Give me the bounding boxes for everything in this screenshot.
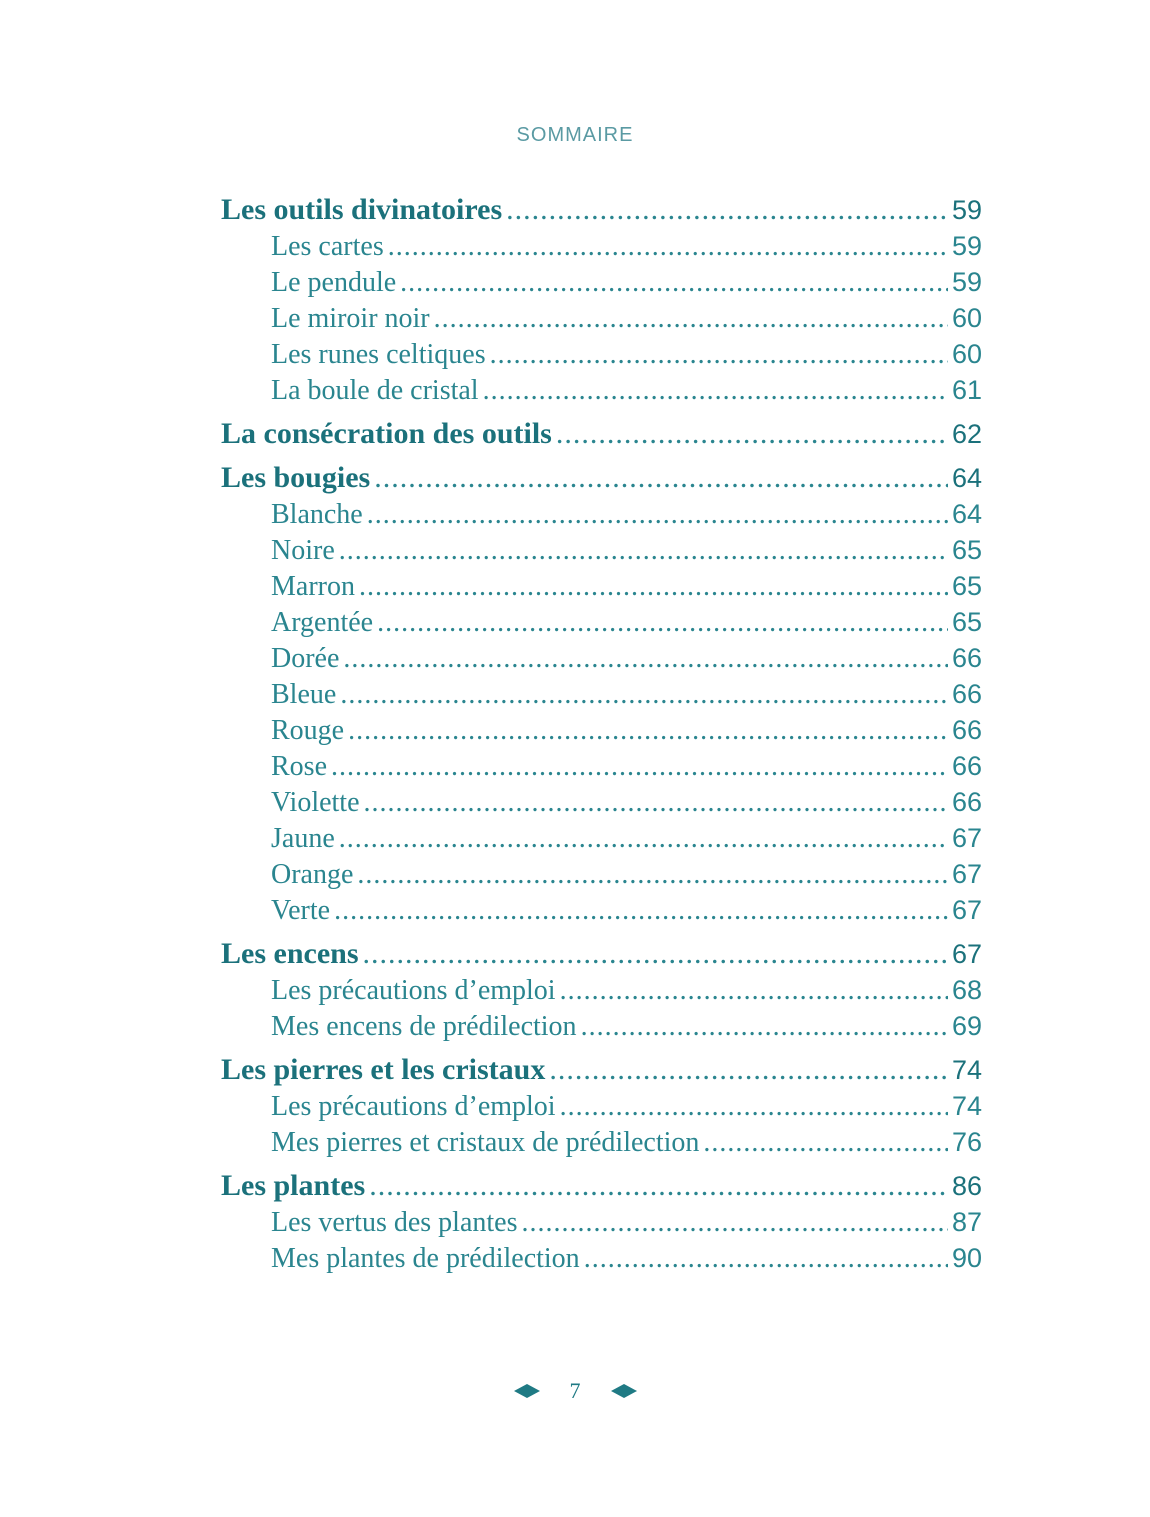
page-title: SOMMAIRE	[516, 124, 634, 146]
toc-page-number: 76	[951, 1127, 982, 1157]
dot-leader	[367, 497, 948, 532]
dot-leader	[549, 1052, 948, 1088]
toc-subsection-entry[interactable]	[221, 1124, 982, 1160]
dot-leader	[434, 301, 948, 336]
toc-page-number: 67	[951, 823, 982, 853]
toc-page-number: 66	[951, 715, 982, 745]
toc-page-number: 66	[951, 643, 982, 673]
toc-subsection-entry[interactable]	[221, 604, 982, 640]
toc-subsection-entry[interactable]	[221, 228, 982, 264]
toc-page-number: 68	[951, 975, 982, 1005]
toc-section-entry[interactable]	[221, 1052, 982, 1088]
toc-subsection-entry[interactable]	[221, 1088, 982, 1124]
toc-subsection-entry[interactable]	[221, 300, 982, 336]
dot-leader	[400, 265, 948, 300]
dot-leader	[374, 460, 948, 496]
toc-section-entry[interactable]	[221, 460, 982, 496]
toc-entry-label: Bleue	[271, 679, 337, 710]
toc-page-number: 65	[951, 535, 982, 565]
toc-subsection-entry[interactable]	[221, 820, 982, 856]
toc-subsection-entry[interactable]	[221, 676, 982, 712]
toc-entry-label: Marron	[271, 571, 355, 602]
toc-page-number: 59	[951, 195, 982, 225]
dot-leader	[560, 973, 948, 1008]
toc-entry-label: Mes pierres et cristaux de prédilection	[271, 1127, 700, 1158]
toc-subsection-entry[interactable]	[221, 264, 982, 300]
toc-page-number: 74	[951, 1091, 982, 1121]
toc-page-number: 87	[951, 1207, 982, 1237]
dot-leader	[331, 749, 948, 784]
toc-page-number: 62	[951, 419, 982, 449]
toc-subsection-entry[interactable]	[221, 784, 982, 820]
dot-leader	[339, 821, 948, 856]
toc-entry-label: Les plantes	[221, 1169, 366, 1202]
toc-subsection-entry[interactable]	[221, 712, 982, 748]
dot-leader	[490, 337, 948, 372]
diamond-icon	[611, 1384, 637, 1398]
dot-leader	[334, 893, 948, 928]
toc-entry-label: Dorée	[271, 643, 340, 674]
toc-subsection-entry[interactable]	[221, 892, 982, 928]
toc-subsection-entry[interactable]	[221, 748, 982, 784]
dot-leader	[369, 1168, 948, 1204]
dot-leader	[522, 1205, 948, 1240]
page-footer	[0, 1378, 1150, 1404]
toc-subsection-entry[interactable]	[221, 336, 982, 372]
toc-page-number: 60	[951, 303, 982, 333]
toc-page-number: 66	[951, 751, 982, 781]
dot-leader	[339, 533, 948, 568]
toc-page-number: 59	[951, 231, 982, 261]
dot-leader	[388, 229, 948, 264]
toc-section-entry[interactable]	[221, 936, 982, 972]
dot-leader	[377, 605, 948, 640]
toc-page-number: 86	[951, 1171, 982, 1201]
toc-page-number: 69	[951, 1011, 982, 1041]
toc-entry-label: Les pierres et les cristaux	[221, 1053, 546, 1086]
dot-leader	[348, 713, 948, 748]
toc-entry-label: Mes encens de prédilection	[271, 1011, 577, 1042]
toc-subsection-entry[interactable]	[221, 532, 982, 568]
toc-subsection-entry[interactable]	[221, 972, 982, 1008]
toc-page-number: 66	[951, 787, 982, 817]
toc-entry-label: Rouge	[271, 715, 345, 746]
toc-entry-label: Argentée	[271, 607, 374, 638]
toc-entry-label: Violette	[271, 787, 360, 818]
toc-subsection-entry[interactable]	[221, 856, 982, 892]
diamond-icon	[514, 1384, 540, 1398]
toc-entry-label: Noire	[271, 535, 335, 566]
toc-page-number: 74	[951, 1055, 982, 1085]
dot-leader	[703, 1125, 948, 1160]
toc-entry-label: Le miroir noir	[271, 303, 430, 334]
toc-section-entry[interactable]	[221, 192, 982, 228]
toc-subsection-entry[interactable]	[221, 496, 982, 532]
toc-entry-label: Les bougies	[221, 461, 371, 494]
dot-leader	[556, 416, 948, 452]
toc-entry-label: Les outils divinatoires	[221, 193, 503, 226]
toc-entry-label: Rose	[271, 751, 327, 782]
toc-page-number: 67	[951, 895, 982, 925]
toc-entry-label: Mes plantes de prédilection	[271, 1243, 580, 1274]
toc-section-entry[interactable]	[221, 416, 982, 452]
toc-entry-label: Les précautions d’emploi	[271, 1091, 556, 1122]
toc-page-number: 65	[951, 607, 982, 637]
toc-subsection-entry[interactable]	[221, 1240, 982, 1276]
toc-entry-label: La consécration des outils	[221, 417, 552, 450]
toc-subsection-entry[interactable]	[221, 1204, 982, 1240]
toc-entry-label: Les précautions d’emploi	[271, 975, 556, 1006]
toc-entry-label: Jaune	[271, 823, 335, 854]
dot-leader	[359, 569, 948, 604]
toc-page-number: 65	[951, 571, 982, 601]
page-number: 7	[569, 1378, 581, 1403]
dot-leader	[340, 677, 948, 712]
dot-leader	[364, 785, 948, 820]
dot-leader	[357, 857, 948, 892]
dot-leader	[581, 1009, 948, 1044]
toc-page-number: 61	[951, 375, 982, 405]
toc-section-entry[interactable]	[221, 1168, 982, 1204]
toc-page-number: 67	[951, 939, 982, 969]
toc-entry-label: Le pendule	[271, 267, 397, 298]
toc-page-number: 59	[951, 267, 982, 297]
toc-entry-label: Blanche	[271, 499, 363, 530]
dot-leader	[560, 1089, 948, 1124]
toc-entry-label: Les vertus des plantes	[271, 1207, 518, 1238]
toc-page-number: 64	[951, 463, 982, 493]
toc-page-number: 64	[951, 499, 982, 529]
toc-subsection-entry[interactable]	[221, 372, 982, 408]
toc-page-number: 60	[951, 339, 982, 369]
toc-subsection-entry[interactable]	[221, 1008, 982, 1044]
toc-entry-label: Les encens	[221, 937, 359, 970]
toc-subsection-entry[interactable]	[221, 640, 982, 676]
toc-entry-label: Les runes celtiques	[271, 339, 486, 370]
toc-subsection-entry[interactable]	[221, 568, 982, 604]
dot-leader	[483, 373, 948, 408]
dot-leader	[343, 641, 948, 676]
toc-page-number: 67	[951, 859, 982, 889]
toc-page-number: 66	[951, 679, 982, 709]
dot-leader	[363, 936, 948, 972]
table-of-contents	[221, 192, 982, 1276]
toc-entry-label: Verte	[271, 895, 331, 926]
dot-leader	[584, 1241, 948, 1276]
toc-entry-label: Les cartes	[271, 231, 384, 262]
toc-page-number: 90	[951, 1243, 982, 1273]
toc-entry-label: Orange	[271, 859, 354, 890]
dot-leader	[506, 192, 948, 228]
toc-entry-label: La boule de cristal	[271, 375, 479, 406]
